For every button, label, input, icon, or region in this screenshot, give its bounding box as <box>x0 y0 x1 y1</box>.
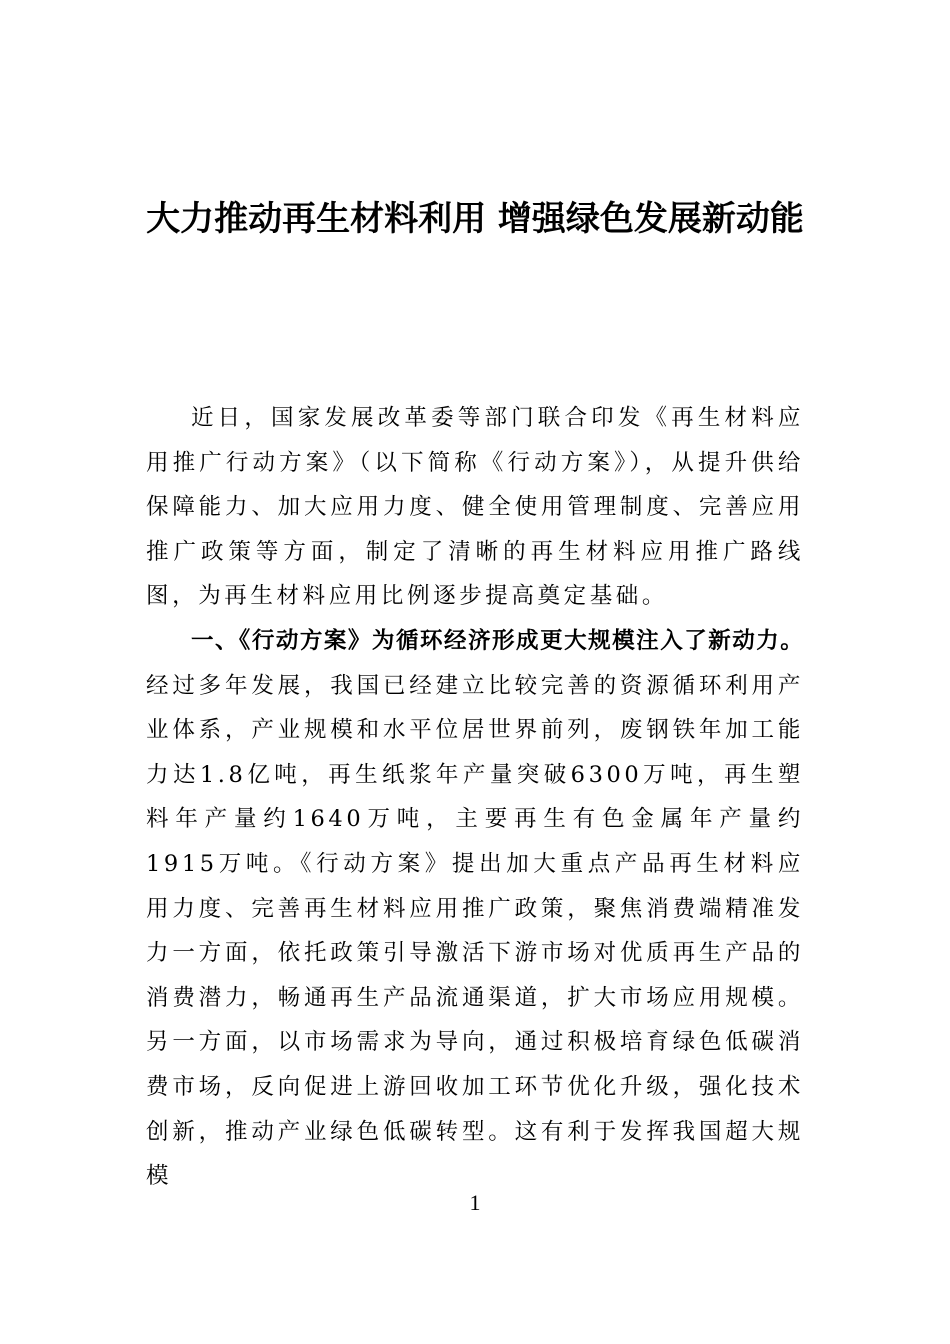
document-body <box>146 396 804 1199</box>
paragraph-section-one <box>146 619 804 1199</box>
paragraph-intro-text: 近日，国家发展改革委等部门联合印发《再生材料应用推广行动方案》（以下简称《行动方案》），从提升供给保障能力、加大应用力度、健全使用管理制度、完善应用推广政策等方面，制定了清晰的再生材料应用推广路线图，为再生材料应用比例逐步提高奠定基础。 <box>146 405 804 610</box>
section-one-heading: 一、《行动方案》为循环经济形成更大规模注入了新动力。 <box>191 627 804 654</box>
section-one-text: 经过多年发展，我国已经建立比较完善的资源循环利用产业体系，产业规模和水平位居世界前列，废钢铁年加工能力达1.8亿吨，再生纸浆年产量突破6300万吨，再生塑料年产量约1640万吨，主要再生有色金属年产量约1915万吨。《行动方案》提出加大重点产品再生材料应用力度、完善再生材料应用推广政策，聚焦消费端精准发力一方面，依托政策引导激活下游市场对优质再生产品的消费潜力，畅通再生产品流通渠道，扩大市场应用规模。另一方面，以市场需求为导向，通过积极培育绿色低碳消费市场，反向促进上游回收加工环节优化升级，强化技术创新，推动产业绿色低碳转型。这有利于发挥我国超大规模 <box>146 672 804 1190</box>
page-number: 1 <box>469 1190 481 1215</box>
document-title: 大力推动再生材料利用 增强绿色发展新动能 <box>146 199 804 239</box>
paragraph-intro <box>146 396 804 619</box>
